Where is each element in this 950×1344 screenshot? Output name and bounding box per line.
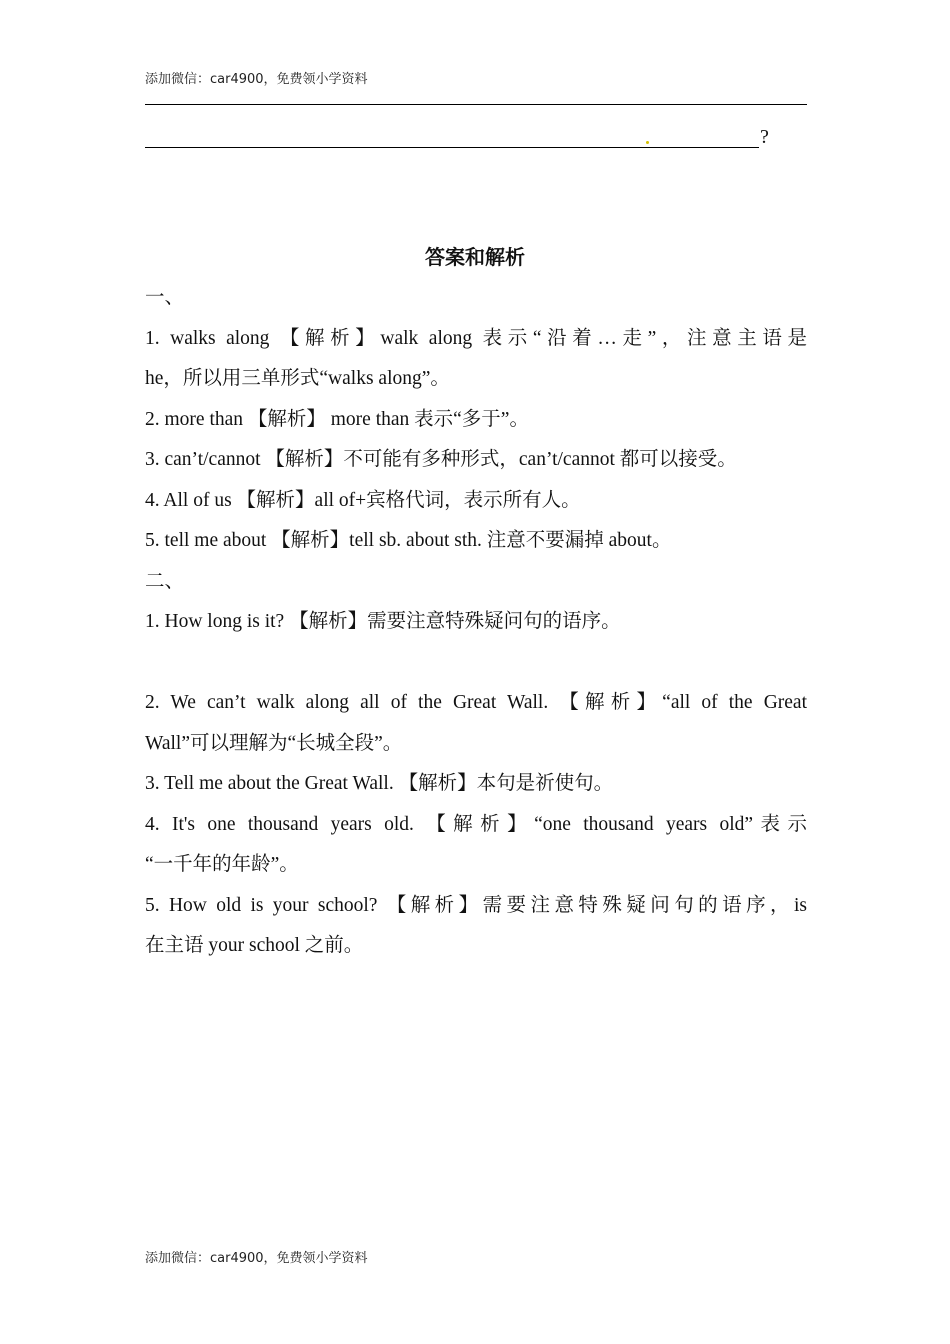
answer-line: 1. How long is it? 【解析】需要注意特殊疑问句的语序。: [145, 611, 621, 632]
answer-line: 3. Tell me about the Great Wall. 【解析】本句是祈使句。: [145, 773, 614, 794]
answer-line: 4. It's one thousand years old. 【解析】“one thousand years old”表示: [145, 813, 807, 835]
answer-line: 5. tell me about 【解析】tell sb. about sth. 注意不要漏掉 about。: [145, 530, 672, 551]
answer-content: [145, 278, 807, 967]
section-title: 答案和解析: [425, 245, 525, 269]
page-footer-note: 添加微信：car4900，免费领小学资料: [145, 1251, 368, 1266]
paragraph-gap: [145, 643, 807, 684]
answer-line: “一千年的年龄”。: [145, 854, 299, 875]
answer-line: 5. How old is your school? 【解析】需要注意特殊疑问句的语序，is: [145, 894, 807, 916]
answer-line: 2. more than 【解析】 more than 表示“多于”。: [145, 408, 529, 430]
page-header-note: 添加微信：car4900，免费领小学资料: [145, 72, 368, 87]
answer-blank-line: [145, 147, 759, 148]
answer-line: he，所以用三单形式“walks along”。: [145, 368, 450, 389]
header-divider: [145, 104, 807, 105]
answer-line: 3. can’t/cannot 【解析】不可能有多种形式，can’t/cannot 都可以接受。: [145, 449, 737, 470]
answer-line: 1. walks along 【解析】walk along 表示“沿着…走”，注意主语是: [145, 327, 807, 349]
part1-heading: 一、: [145, 287, 185, 308]
part2-heading: 二、: [145, 570, 185, 592]
answer-line: 在主语 your school 之前。: [145, 935, 364, 956]
blank-question-mark: ?: [760, 126, 769, 148]
answer-line: 4. All of us 【解析】all of+宾格代词，表示所有人。: [145, 489, 581, 511]
marker-dot: [646, 141, 649, 144]
answer-line: 2. We can’t walk along all of the Great Wall. 【解析】“all of the Great: [145, 692, 807, 713]
answer-line: Wall”可以理解为“长城全段”。: [145, 732, 403, 754]
